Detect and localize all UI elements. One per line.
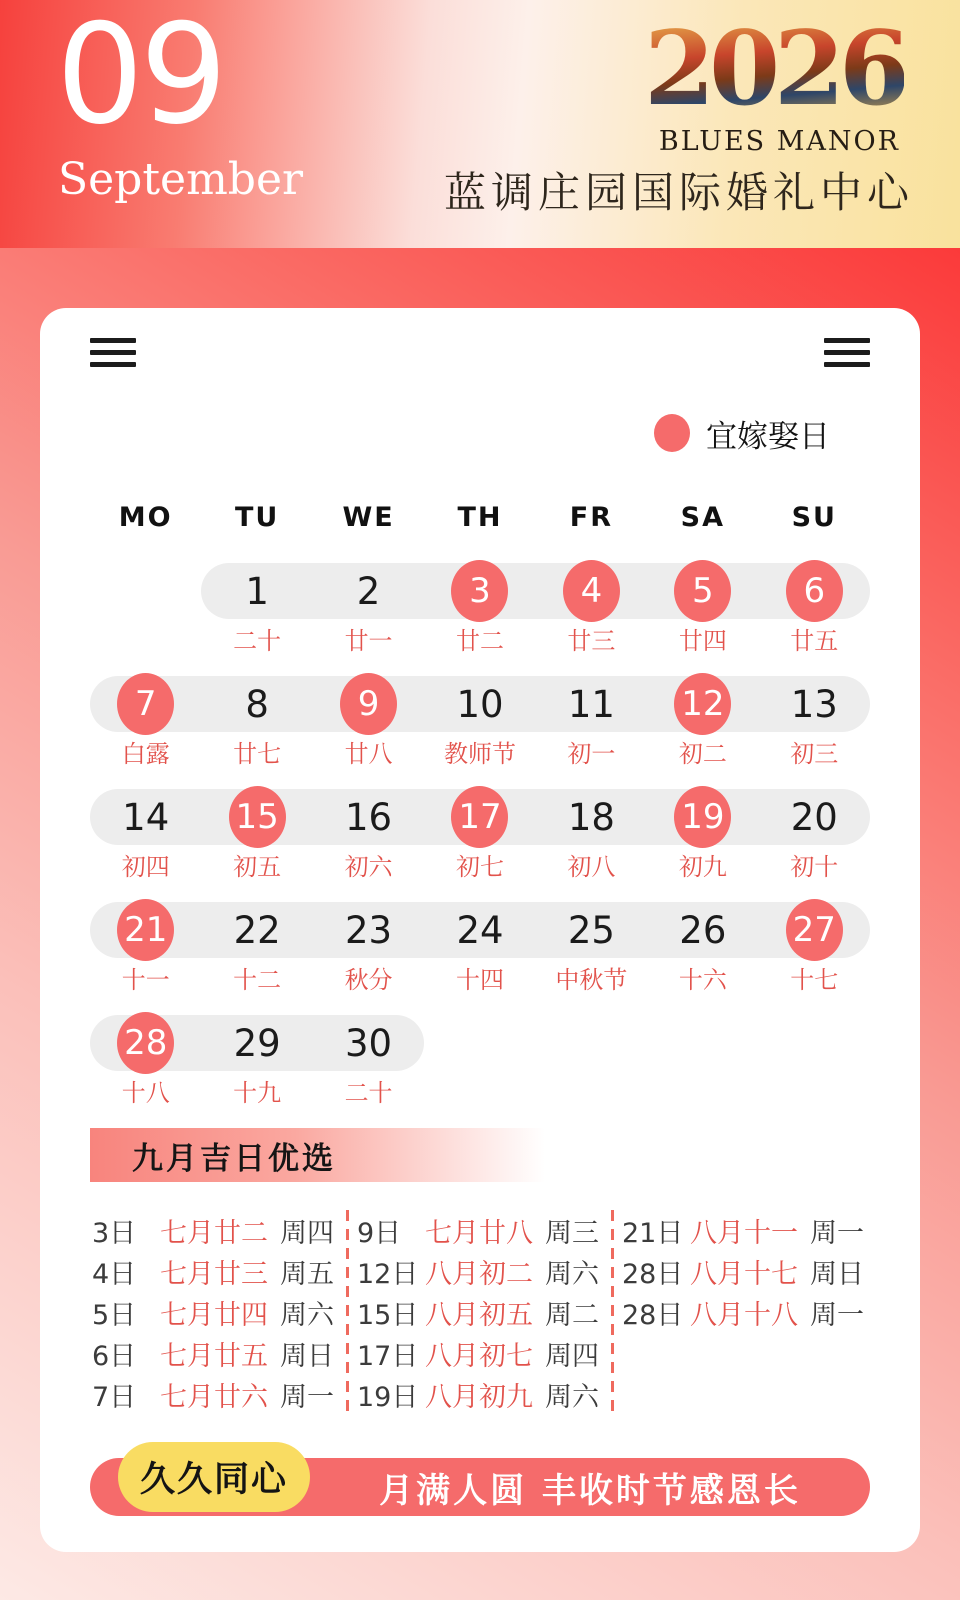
lunar-label: 廿七 bbox=[233, 740, 282, 768]
weekday-label-th: TH bbox=[457, 502, 503, 533]
day-cell-16[interactable] bbox=[313, 789, 424, 880]
auspicious-lunar-date: 八月初二 bbox=[425, 1259, 533, 1290]
day-number-text: 10 bbox=[456, 682, 504, 726]
auspicious-day-number: 6日 bbox=[92, 1341, 137, 1372]
day-number-marked bbox=[201, 789, 312, 845]
page-background bbox=[0, 248, 960, 1600]
weekday-header-row bbox=[90, 502, 870, 533]
calendar-grid bbox=[90, 563, 870, 1106]
auspicious-day-number: 19日 bbox=[357, 1382, 419, 1413]
day-number bbox=[201, 676, 312, 732]
marked-day-dot-icon bbox=[654, 414, 690, 452]
menu-icon-right[interactable] bbox=[824, 334, 870, 370]
weekday-label-su: SU bbox=[791, 502, 837, 533]
auspicious-weekday: 周六 bbox=[280, 1300, 334, 1331]
weekday-label-mo: MO bbox=[118, 502, 173, 533]
auspicious-column-3 bbox=[620, 1210, 870, 1418]
day-cell-13[interactable] bbox=[759, 676, 870, 767]
auspicious-weekday: 周四 bbox=[545, 1341, 599, 1372]
day-number-text: 11 bbox=[567, 682, 615, 726]
calendar-week-row bbox=[90, 676, 870, 767]
auspicious-day-circle: 9 bbox=[340, 673, 397, 735]
auspicious-lunar-date: 七月廿八 bbox=[425, 1218, 533, 1249]
day-cell-22[interactable] bbox=[201, 902, 312, 993]
auspicious-weekday: 周日 bbox=[810, 1259, 864, 1290]
day-number-marked bbox=[313, 676, 424, 732]
auspicious-row bbox=[355, 1333, 605, 1374]
auspicious-lunar-date: 八月十八 bbox=[690, 1300, 798, 1331]
auspicious-lunar-date: 七月廿二 bbox=[160, 1218, 268, 1249]
day-cell-9[interactable] bbox=[313, 676, 424, 767]
day-number-text: 30 bbox=[345, 1021, 393, 1065]
weekday-label-sa: SA bbox=[680, 502, 726, 533]
auspicious-day-circle: 6 bbox=[786, 560, 843, 622]
legend-label: 宜嫁娶日 bbox=[706, 418, 830, 455]
brand-name-zh: 蓝调庄园国际婚礼中心 bbox=[443, 168, 914, 217]
day-number-marked bbox=[90, 1015, 201, 1071]
calendar-card bbox=[40, 308, 920, 1552]
month-number: 09 bbox=[56, 0, 224, 155]
header-banner bbox=[0, 0, 960, 248]
lunar-label: 白露 bbox=[121, 740, 170, 768]
dashed-divider bbox=[346, 1210, 349, 1418]
lunar-label: 初二 bbox=[678, 740, 727, 768]
auspicious-day-circle: 4 bbox=[563, 560, 620, 622]
day-cell-27[interactable] bbox=[759, 902, 870, 993]
day-cell-7[interactable] bbox=[90, 676, 201, 767]
auspicious-title-banner bbox=[90, 1128, 545, 1182]
day-number-marked bbox=[759, 563, 870, 619]
day-number bbox=[201, 902, 312, 958]
footer-banner bbox=[90, 1458, 870, 1516]
year-decorative: 2026 bbox=[644, 9, 904, 129]
day-cell-20[interactable] bbox=[759, 789, 870, 880]
auspicious-day-circle: 17 bbox=[451, 786, 508, 848]
auspicious-row bbox=[355, 1251, 605, 1292]
day-number bbox=[201, 563, 312, 619]
lunar-label: 十八 bbox=[121, 1079, 170, 1107]
menu-icon-left[interactable] bbox=[90, 334, 136, 370]
day-number bbox=[536, 789, 647, 845]
day-cell-25[interactable] bbox=[536, 902, 647, 993]
auspicious-weekday: 周三 bbox=[545, 1218, 599, 1249]
auspicious-row bbox=[90, 1210, 340, 1251]
auspicious-day-circle: 28 bbox=[117, 1012, 174, 1074]
lunar-label: 初三 bbox=[790, 740, 839, 768]
auspicious-day-number: 3日 bbox=[92, 1218, 137, 1249]
day-number-marked bbox=[90, 902, 201, 958]
day-cell-6[interactable] bbox=[759, 563, 870, 654]
day-cell-21[interactable] bbox=[90, 902, 201, 993]
day-number-marked bbox=[536, 563, 647, 619]
day-number-marked bbox=[424, 789, 535, 845]
lunar-label: 十一 bbox=[121, 966, 170, 994]
day-number bbox=[536, 902, 647, 958]
day-number-text: 24 bbox=[456, 908, 504, 952]
lunar-label: 廿五 bbox=[790, 627, 839, 655]
day-number bbox=[759, 789, 870, 845]
lunar-label: 十四 bbox=[455, 966, 504, 994]
auspicious-row bbox=[90, 1292, 340, 1333]
auspicious-lunar-date: 八月十七 bbox=[690, 1259, 798, 1290]
lunar-label: 初十 bbox=[790, 853, 839, 881]
auspicious-weekday: 周六 bbox=[545, 1382, 599, 1413]
auspicious-day-number: 9日 bbox=[357, 1218, 402, 1249]
auspicious-row bbox=[90, 1374, 340, 1415]
calendar-week-row bbox=[90, 563, 870, 654]
day-number bbox=[313, 902, 424, 958]
lunar-label: 秋分 bbox=[344, 966, 393, 994]
auspicious-day-circle: 15 bbox=[229, 786, 286, 848]
weekday-label-we: WE bbox=[342, 502, 395, 533]
auspicious-day-number: 7日 bbox=[92, 1382, 137, 1413]
auspicious-day-circle: 7 bbox=[117, 673, 174, 735]
lunar-label: 十二 bbox=[233, 966, 282, 994]
day-number-text: 29 bbox=[233, 1021, 281, 1065]
auspicious-day-number: 5日 bbox=[92, 1300, 137, 1331]
lunar-label: 初七 bbox=[455, 853, 504, 881]
weekday-label-tu: TU bbox=[234, 502, 280, 533]
auspicious-row bbox=[90, 1251, 340, 1292]
calendar-week-row bbox=[90, 789, 870, 880]
auspicious-column-2 bbox=[355, 1210, 605, 1418]
lunar-label: 初八 bbox=[567, 853, 616, 881]
day-cell-26[interactable] bbox=[647, 902, 758, 993]
auspicious-day-circle: 12 bbox=[674, 673, 731, 735]
day-number bbox=[759, 676, 870, 732]
day-cell-28[interactable] bbox=[90, 1015, 201, 1106]
day-number-marked bbox=[424, 563, 535, 619]
day-number-marked bbox=[759, 902, 870, 958]
auspicious-row bbox=[355, 1210, 605, 1251]
lunar-label: 十九 bbox=[233, 1079, 282, 1107]
auspicious-weekday: 周日 bbox=[280, 1341, 334, 1372]
lunar-label: 教师节 bbox=[443, 740, 516, 768]
day-number-marked bbox=[647, 676, 758, 732]
lunar-label: 初九 bbox=[678, 853, 727, 881]
day-number bbox=[536, 676, 647, 732]
day-cell-23[interactable] bbox=[313, 902, 424, 993]
calendar-week-row bbox=[90, 902, 870, 993]
day-cell-19[interactable] bbox=[647, 789, 758, 880]
lunar-label: 初五 bbox=[233, 853, 282, 881]
auspicious-row bbox=[355, 1292, 605, 1333]
auspicious-row bbox=[90, 1333, 340, 1374]
auspicious-weekday: 周二 bbox=[545, 1300, 599, 1331]
lunar-label: 中秋节 bbox=[555, 966, 628, 994]
auspicious-row bbox=[620, 1251, 870, 1292]
day-cell-10[interactable] bbox=[424, 676, 535, 767]
lunar-label: 十七 bbox=[790, 966, 839, 994]
day-number bbox=[313, 563, 424, 619]
day-number bbox=[424, 676, 535, 732]
day-number-marked bbox=[647, 563, 758, 619]
day-number bbox=[313, 789, 424, 845]
day-number bbox=[201, 1015, 312, 1071]
auspicious-list bbox=[90, 1210, 870, 1418]
calendar-week-row bbox=[90, 1015, 870, 1106]
auspicious-lunar-date: 八月十一 bbox=[690, 1218, 798, 1249]
footer-badge: 久久同心 bbox=[118, 1442, 310, 1512]
auspicious-day-number: 28日 bbox=[622, 1259, 684, 1290]
brand-name-en: BLUES MANOR bbox=[658, 126, 900, 157]
auspicious-lunar-date: 八月初九 bbox=[425, 1382, 533, 1413]
auspicious-column-1 bbox=[90, 1210, 340, 1418]
day-number-text: 1 bbox=[245, 569, 269, 613]
auspicious-row bbox=[620, 1210, 870, 1251]
day-cell-2[interactable] bbox=[313, 563, 424, 654]
day-number-text: 20 bbox=[790, 795, 838, 839]
auspicious-weekday: 周四 bbox=[280, 1218, 334, 1249]
day-number-marked bbox=[647, 789, 758, 845]
auspicious-weekday: 周五 bbox=[280, 1259, 334, 1290]
day-cell-15[interactable] bbox=[201, 789, 312, 880]
day-number-text: 26 bbox=[679, 908, 727, 952]
day-number bbox=[424, 902, 535, 958]
day-number-marked bbox=[90, 676, 201, 732]
day-number-text: 2 bbox=[356, 569, 381, 613]
lunar-label: 初六 bbox=[344, 853, 393, 881]
auspicious-weekday: 周一 bbox=[280, 1382, 334, 1413]
auspicious-day-number: 4日 bbox=[92, 1259, 137, 1290]
lunar-label: 廿四 bbox=[678, 627, 727, 655]
day-number-text: 18 bbox=[567, 795, 615, 839]
card-topbar bbox=[90, 332, 870, 372]
day-cell-17[interactable] bbox=[424, 789, 535, 880]
auspicious-day-number: 28日 bbox=[622, 1300, 684, 1331]
auspicious-lunar-date: 八月初五 bbox=[425, 1300, 533, 1331]
auspicious-lunar-date: 七月廿三 bbox=[160, 1259, 268, 1290]
auspicious-day-circle: 5 bbox=[674, 560, 731, 622]
month-name: September bbox=[58, 154, 304, 205]
day-cell-1[interactable] bbox=[201, 563, 312, 654]
lunar-label: 廿八 bbox=[344, 740, 393, 768]
day-cell-3[interactable] bbox=[424, 563, 535, 654]
day-cell-11[interactable] bbox=[536, 676, 647, 767]
auspicious-title: 九月吉日优选 bbox=[132, 1140, 336, 1177]
auspicious-lunar-date: 七月廿四 bbox=[160, 1300, 268, 1331]
lunar-label: 初一 bbox=[567, 740, 616, 768]
lunar-label: 廿三 bbox=[567, 627, 616, 655]
day-number-text: 14 bbox=[122, 795, 170, 839]
lunar-label: 二十 bbox=[233, 627, 282, 655]
auspicious-lunar-date: 八月初七 bbox=[425, 1341, 533, 1372]
lunar-label: 十六 bbox=[678, 966, 727, 994]
auspicious-day-number: 15日 bbox=[357, 1300, 419, 1331]
day-cell-30[interactable] bbox=[313, 1015, 424, 1106]
lunar-label: 二十 bbox=[344, 1079, 393, 1107]
footer-slogan: 月满人圆 丰收时节感恩长 bbox=[379, 1470, 801, 1511]
day-number bbox=[90, 789, 201, 845]
auspicious-day-circle: 19 bbox=[674, 786, 731, 848]
day-number-text: 16 bbox=[345, 795, 393, 839]
auspicious-lunar-date: 七月廿五 bbox=[160, 1341, 268, 1372]
lunar-label: 廿二 bbox=[455, 627, 504, 655]
day-number-text: 8 bbox=[245, 682, 269, 726]
lunar-label: 初四 bbox=[121, 853, 170, 881]
day-number-text: 23 bbox=[345, 908, 393, 952]
auspicious-row bbox=[620, 1292, 870, 1333]
auspicious-row bbox=[355, 1374, 605, 1415]
day-cell-8[interactable] bbox=[201, 676, 312, 767]
day-cell-24[interactable] bbox=[424, 902, 535, 993]
day-number-text: 22 bbox=[233, 908, 281, 952]
dashed-divider bbox=[611, 1210, 614, 1418]
day-cell-5[interactable] bbox=[647, 563, 758, 654]
auspicious-day-number: 12日 bbox=[357, 1259, 419, 1290]
auspicious-day-circle: 27 bbox=[786, 899, 843, 961]
day-number bbox=[313, 1015, 424, 1071]
day-cell-12[interactable] bbox=[647, 676, 758, 767]
auspicious-weekday: 周六 bbox=[545, 1259, 599, 1290]
lunar-label: 廿一 bbox=[344, 627, 393, 655]
auspicious-weekday: 周一 bbox=[810, 1300, 864, 1331]
day-cell-14[interactable] bbox=[90, 789, 201, 880]
day-number bbox=[647, 902, 758, 958]
day-number-text: 13 bbox=[790, 682, 838, 726]
auspicious-day-number: 17日 bbox=[357, 1341, 419, 1372]
day-cell-29[interactable] bbox=[201, 1015, 312, 1106]
auspicious-weekday: 周一 bbox=[810, 1218, 864, 1249]
auspicious-lunar-date: 七月廿六 bbox=[160, 1382, 268, 1413]
day-cell-18[interactable] bbox=[536, 789, 647, 880]
auspicious-day-circle: 21 bbox=[117, 899, 174, 961]
weekday-label-fr: FR bbox=[569, 502, 614, 533]
auspicious-day-circle: 3 bbox=[451, 560, 508, 622]
legend bbox=[90, 414, 870, 455]
auspicious-day-number: 21日 bbox=[622, 1218, 684, 1249]
day-cell-4[interactable] bbox=[536, 563, 647, 654]
day-number-text: 25 bbox=[567, 908, 615, 952]
